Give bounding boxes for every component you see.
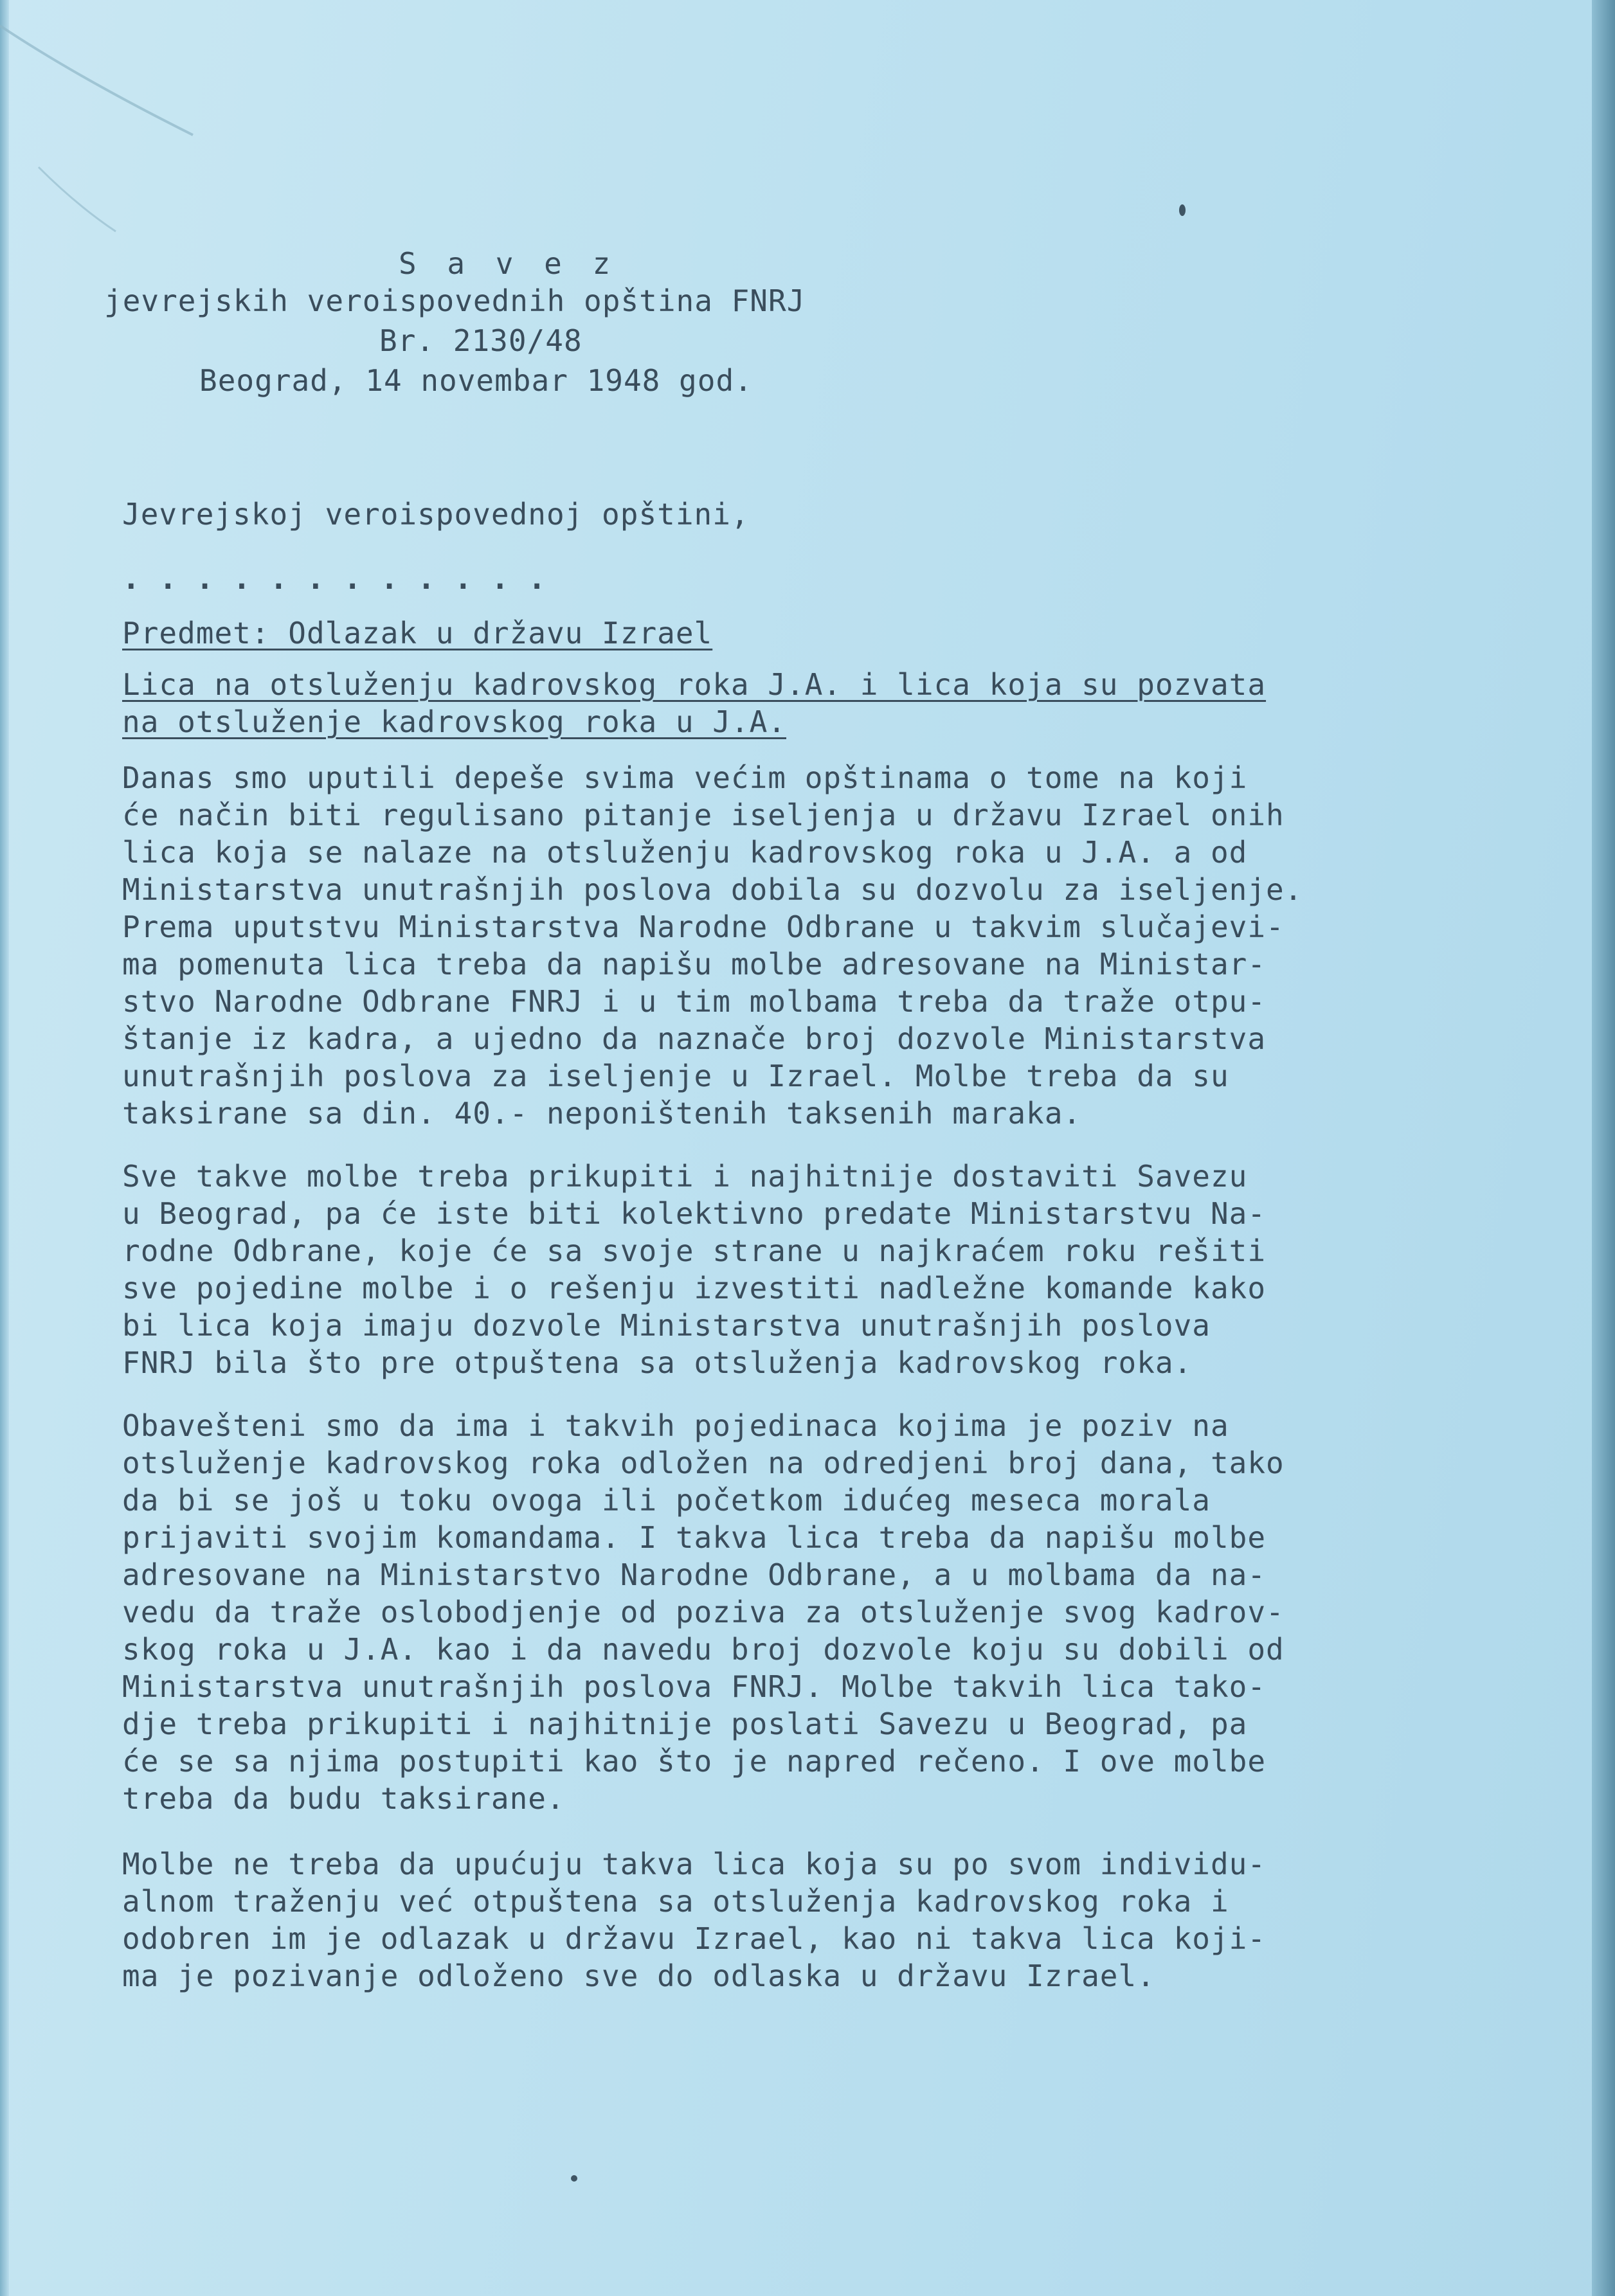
text-line: ma je pozivanje odloženo sve do odlaska u državu Izrael. — [122, 1959, 1155, 1993]
place-and-date: Beograd, 14 novembar 1948 god. — [199, 363, 753, 398]
page-left-edge — [0, 0, 9, 2296]
subject-detail-line2: na otsluženje kadrovskog roka u J.A. — [122, 704, 786, 739]
text-line: skog roka u J.A. kao i da navedu broj dozvole koju su dobili od — [122, 1632, 1285, 1667]
text-line: unutrašnjih poslova za iseljenje u Izrael. Molbe treba da su — [122, 1059, 1229, 1093]
text-line: rodne Odbrane, koje će sa svoje strane u najkraćem roku rešiti — [122, 1233, 1267, 1268]
addressee: Jevrejskoj veroispovednoj opštini, — [122, 497, 750, 532]
text-line: štanje iz kadra, a ujedno da naznače broj dozvole Ministarstva — [122, 1021, 1267, 1056]
text-line: Ministarstva unutrašnjih poslova dobila su dozvolu za iseljenje. — [122, 872, 1303, 907]
text-line: Molbe ne treba da upućuju takva lica koja su po svom individu- — [122, 1847, 1267, 1881]
text-line: FNRJ bila što pre otpuštena sa otsluženja kadrovskog roka. — [122, 1345, 1193, 1380]
text-line: sve pojedine molbe i o rešenju izvestiti nadležne komande kako — [122, 1271, 1267, 1305]
page-right-edge — [1592, 0, 1615, 2296]
addressee-dots: . . . . . . . . . . . . — [122, 561, 546, 596]
ink-speck — [571, 2175, 577, 2182]
reference-number: Br. 2130/48 — [379, 323, 582, 358]
text-line: prijaviti svojim komandama. I takva lica treba da napišu molbe — [122, 1520, 1267, 1555]
paper-crease-mark — [0, 0, 270, 270]
text-line: ma pomenuta lica treba da napišu molbe adresovane na Ministar- — [122, 947, 1267, 982]
text-line: Obavešteni smo da ima i takvih pojedinaca kojima je poziv na — [122, 1408, 1229, 1443]
text-line: u Beograd, pa će iste biti kolektivno predate Ministarstvu Na- — [122, 1196, 1267, 1231]
text-line: adresovane na Ministarstvo Narodne Odbrane, a u molbama da na- — [122, 1557, 1267, 1592]
org-name-line1: S a v e z — [399, 246, 617, 281]
subject-line: Predmet: Odlazak u državu Izrael — [122, 616, 713, 650]
text-line: Ministarstva unutrašnjih poslova FNRJ. Molbe takvih lica tako- — [122, 1669, 1267, 1704]
text-line: Danas smo uputili depeše svima većim opštinama o tome na koji — [122, 760, 1248, 795]
text-line: vedu da traže oslobodjenje od poziva za otsluženje svog kadrov- — [122, 1595, 1285, 1629]
text-line: treba da budu taksirane. — [122, 1781, 565, 1816]
ink-speck — [1179, 204, 1186, 216]
text-line: otsluženje kadrovskog roka odložen na odredjeni broj dana, tako — [122, 1446, 1285, 1480]
text-line: lica koja se nalaze na otsluženju kadrovskog roka u J.A. a od — [122, 835, 1248, 870]
text-line: alnom traženju već otpuštena sa otsluženja kadrovskog roka i — [122, 1884, 1229, 1919]
text-line: stvo Narodne Odbrane FNRJ i u tim molbama treba da traže otpu- — [122, 984, 1267, 1019]
text-line: odobren im je odlazak u državu Izrael, kao ni takva lica koji- — [122, 1921, 1267, 1956]
text-line: dje treba prikupiti i najhitnije poslati Savezu u Beograd, pa — [122, 1707, 1248, 1741]
text-line: će se sa njima postupiti kao što je napred rečeno. I ove molbe — [122, 1744, 1267, 1779]
subject-detail-line1: Lica na otsluženju kadrovskog roka J.A. i lica koja su pozvata — [122, 667, 1267, 702]
text-line: Prema uputstvu Ministarstva Narodne Odbrane u takvim slučajevi- — [122, 910, 1285, 944]
org-name-line2: jevrejskih veroispovednih opština FNRJ — [104, 283, 806, 318]
text-line: taksirane sa din. 40.- neponištenih taksenih maraka. — [122, 1096, 1082, 1131]
text-line: bi lica koja imaju dozvole Ministarstva unutrašnjih poslova — [122, 1308, 1211, 1343]
text-line: će način biti regulisano pitanje iseljenja u državu Izrael onih — [122, 798, 1285, 832]
text-line: da bi se još u toku ovoga ili početkom idućeg meseca morala — [122, 1483, 1211, 1518]
text-line: Sve takve molbe treba prikupiti i najhitnije dostaviti Savezu — [122, 1159, 1248, 1194]
